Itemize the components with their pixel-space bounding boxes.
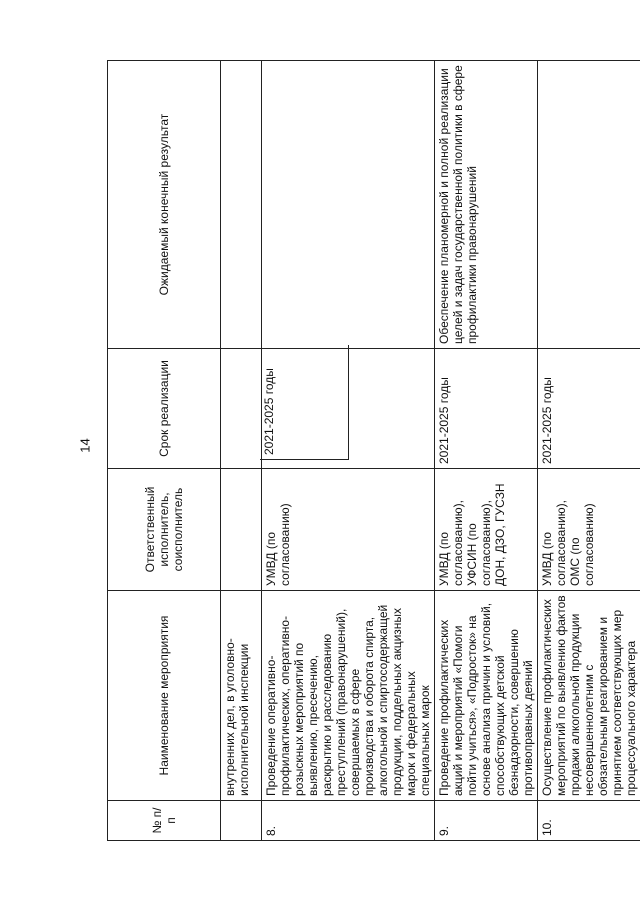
- cell-result: [538, 61, 640, 349]
- cell-name: Осуществление профилактических мероприятий по выявлению фактов продажи алкогольной продукции несовершеннолетним с обязательным реагированием и принятием соответствующих мер процессуального характера: [538, 591, 640, 801]
- cell-num: 8.: [262, 801, 435, 841]
- cell-term: [262, 349, 435, 469]
- cell-name: Проведение оперативно-профилактических, оперативно-розыскных мероприятий по выявлению, пресечению, раскрытию и расследованию преступлений (правонарушений), совершаемых в сфере производства и оборота спирта, алкогольной и спиртосодержащей продукции, поддельных акцизных марок и федеральных специальных марок: [262, 591, 435, 801]
- header-name: Наименование мероприятия: [108, 591, 221, 801]
- cell-num: 9.: [435, 801, 538, 841]
- header-result: Ожидаемый конечный результат: [108, 61, 221, 349]
- cell-term: [221, 349, 262, 469]
- header-num: № п/п: [108, 801, 221, 841]
- table-row: [262, 61, 435, 841]
- cell-responsible: УМВД (по согласованию), ОМС (по согласованию): [538, 469, 640, 591]
- rotated-page: [107, 61, 638, 841]
- header-responsible: Ответственный исполнитель, соисполнитель: [108, 469, 221, 591]
- cell-result: [221, 61, 262, 349]
- cell-result: [262, 61, 435, 349]
- cell-responsible: УМВД (по согласованию), УФСИН (по согласованию), ДОН, ДЗО, ГУСЗН: [435, 469, 538, 591]
- cell-responsible: [221, 469, 262, 591]
- table-row: [538, 61, 640, 841]
- action-plan-table: [107, 60, 640, 841]
- header-term: Срок реализации: [108, 349, 221, 469]
- page-number: 14: [77, 438, 93, 453]
- cell-num: 10.: [538, 801, 640, 841]
- cell-result: Обеспечение планомерной и полной реализации целей и задач государственной политики в сфере профилактики правонарушений: [435, 61, 538, 349]
- cell-name: внутренних дел, в уголовно-исполнительной инспекции: [221, 591, 262, 801]
- table-row-continuation: [221, 61, 262, 841]
- cell-responsible: УМВД (по согласованию): [262, 469, 435, 591]
- cell-term: 2021-2025 годы: [435, 349, 538, 469]
- cell-num: [221, 801, 262, 841]
- cell-term-inner: 2021-2025 годы: [260, 345, 349, 460]
- cell-name: Проведение профилактических акций и мероприятий «Помоги пойти учиться», «Подросток» на основе анализа причин и условий, способствующих детской безнадзорности, совершению противоправных деяний: [435, 591, 538, 801]
- table-header-row: [108, 61, 221, 841]
- table-row: [435, 61, 538, 841]
- cell-term: 2021-2025 годы: [538, 349, 640, 469]
